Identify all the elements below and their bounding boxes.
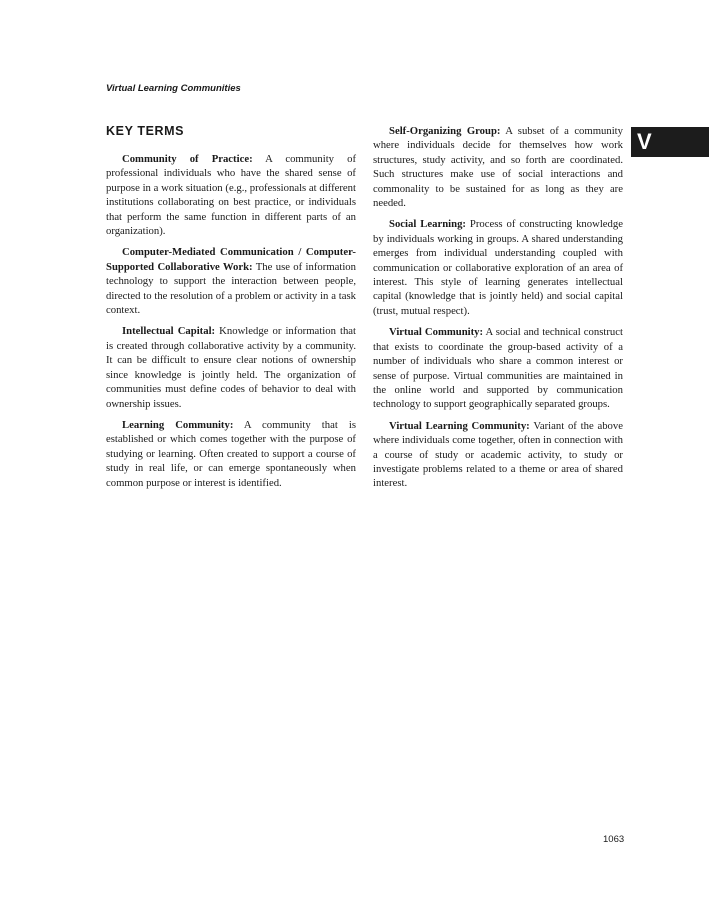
term-name: Virtual Learning Community: — [389, 419, 530, 432]
section-heading: KEY TERMS — [106, 124, 185, 138]
term-entry — [106, 324, 356, 410]
section-tab: V — [631, 127, 709, 157]
term-definition: Process of constructing knowledge by individuals working in groups. A shared understanding emerges from individual understanding coupled with communication or collaborative exploration of an area of interest. This style of learning generates intellectual capital (knowledge that is jointly held) and social capital (trust, mutual respect). — [373, 218, 623, 317]
term-definition: Knowledge or information that is created through collaborative activity by a community. It can be difficult to ensure clear notions of ownership since knowledge is jointly held. The organization of communities must define codes of behavior to deal with ownership issues. — [106, 325, 357, 410]
right-column — [373, 124, 623, 498]
term-name: Virtual Community: — [389, 326, 484, 339]
running-head: Virtual Learning Communities — [106, 83, 241, 94]
term-entry — [106, 418, 356, 490]
term-definition: Variant of the above where individuals come together, often in connection with a course of study or academic activity, to study or investigate problems related to a theme or area of shared interest. — [373, 419, 623, 490]
left-column — [106, 124, 356, 497]
term-definition: A community that is established or which comes together with the purpose of studying or learning. Often created to support a course of study in real life, or can emerge spontaneously when common purpose or interest is identified. — [106, 418, 356, 489]
term-entry — [106, 245, 356, 317]
term-name: Community of Practice: — [122, 153, 253, 165]
term-definition: A subset of a community where individuals decide for themselves how work structures, study activity, and so forth are coordinated. Such structures make use of social interactions and commonality to be sustained for as long as they are needed. — [373, 125, 623, 210]
term-entry — [106, 152, 356, 238]
term-definition: The use of information technology to support the interaction between people, directed to the resolution of a problem or activity in a task context. — [106, 260, 356, 317]
term-name: Self-Organizing Group: — [389, 125, 501, 137]
term-name: Computer-Mediated Communication / Computer-Supported Collaborative Work: — [106, 246, 356, 273]
term-definition: A community of professional individuals who have the shared sense of purpose in a work situation (e.g., professionals at different institutions collaborating on best practice, or individuals that perform the same function in different parts of an organization). — [106, 153, 357, 238]
term-name: Learning Community: — [122, 418, 234, 431]
page-number: 1063 — [603, 834, 625, 845]
term-definition: A social and technical construct that exists to coordinate the group-based activity of a number of individuals who share a common interest or sense of purpose. Virtual communities are maintained in the online world and supported by communication technology to support geographically separated groups. — [373, 326, 623, 411]
term-entry — [373, 325, 623, 411]
term-entry — [373, 217, 623, 318]
term-name: Social Learning: — [389, 218, 466, 231]
term-entry — [373, 419, 623, 491]
term-name: Intellectual Capital: — [122, 325, 216, 338]
term-entry — [373, 124, 623, 210]
